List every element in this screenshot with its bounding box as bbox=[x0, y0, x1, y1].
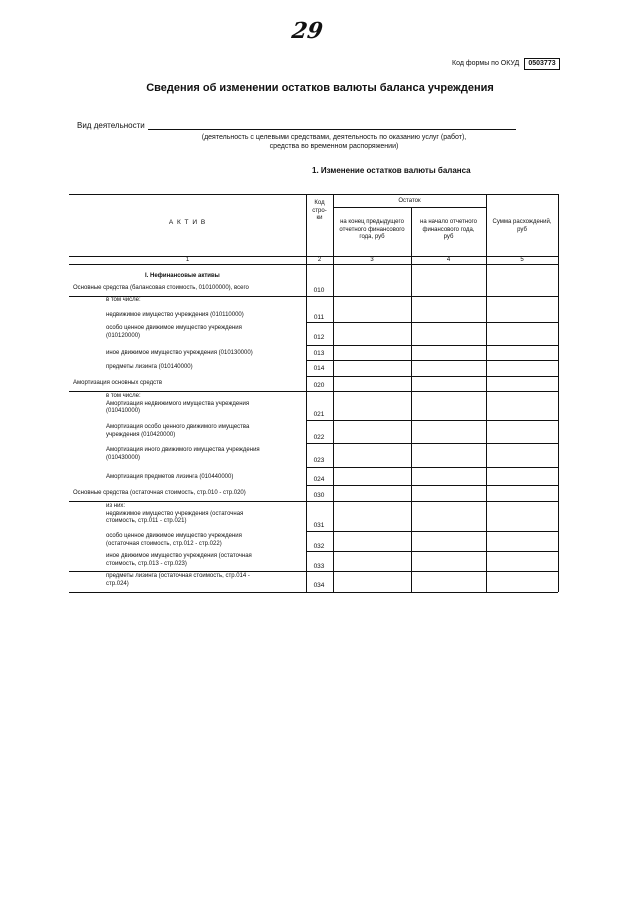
row-code: 030 bbox=[313, 492, 325, 499]
header-col5 bbox=[486, 219, 558, 234]
row-label bbox=[106, 553, 252, 568]
row-label bbox=[106, 393, 249, 416]
row-code: 013 bbox=[313, 350, 325, 357]
header-col4 bbox=[411, 219, 486, 242]
col-number: 5 bbox=[520, 257, 524, 263]
col-number: 4 bbox=[446, 257, 451, 263]
row-code: 021 bbox=[313, 411, 325, 418]
header-col3 bbox=[333, 219, 411, 242]
section-title: 1. Изменение остатков валюты баланса bbox=[312, 166, 471, 175]
col-number: 3 bbox=[370, 257, 374, 263]
table-row-line bbox=[306, 296, 558, 297]
table-label-line bbox=[69, 391, 306, 392]
header-col5-line: Сумма расхождений, bbox=[492, 219, 552, 225]
header-col4-line: на начало отчетного bbox=[420, 219, 477, 225]
page-title: Сведения об изменении остатков валюты баланса учреждения bbox=[146, 82, 494, 94]
row-label-line: особо ценное движимое имущество учреждения bbox=[106, 533, 242, 539]
page-number: 29 bbox=[290, 18, 325, 44]
row-label bbox=[106, 424, 249, 439]
row-label-line: иное движимое имущество учреждения (остаточная bbox=[106, 553, 252, 559]
row-code: 022 bbox=[313, 434, 325, 441]
header-col3-line: на конец предыдущего bbox=[340, 219, 404, 225]
row-label-line: (010430000) bbox=[106, 454, 141, 461]
ostatok-divider bbox=[333, 207, 486, 208]
header-col5-line: руб bbox=[517, 226, 527, 233]
table-row-line bbox=[306, 345, 558, 346]
col3-right bbox=[411, 207, 412, 592]
col4-right bbox=[486, 194, 487, 592]
activity-label: Вид деятельности bbox=[77, 121, 145, 130]
header-code-line: Код bbox=[314, 200, 325, 206]
row-code: 020 bbox=[313, 382, 325, 389]
row-label bbox=[106, 573, 250, 588]
row-label-line: учреждения (010420000) bbox=[106, 431, 176, 438]
row-label-line: Амортизация иного движимого имущества учреждения bbox=[106, 447, 260, 453]
row-label-line: недвижимое имущество учреждения (остаточная bbox=[106, 510, 244, 517]
activity-note-line: (деятельность с целевыми средствами, деятельность по оказанию услуг (работ), bbox=[201, 134, 467, 141]
row-label bbox=[106, 533, 242, 548]
row-label: Амортизация предметов лизинга (010440000) bbox=[106, 474, 234, 480]
row-label-line: Амортизация особо ценного движимого имущества bbox=[106, 424, 250, 430]
row-label-line: стр.024) bbox=[106, 580, 129, 587]
row-label bbox=[106, 447, 260, 462]
row-label-line: Амортизация недвижимого имущества учреждения bbox=[106, 400, 250, 407]
row-label-line: в том числе: bbox=[106, 393, 141, 399]
row-code: 032 bbox=[313, 543, 325, 550]
table-row-line bbox=[306, 501, 558, 502]
row-code: 033 bbox=[313, 563, 325, 570]
table-row-line bbox=[306, 531, 558, 532]
col-number: 2 bbox=[317, 257, 322, 263]
header-col3-line: отчетного финансового bbox=[339, 226, 405, 233]
code-col-right bbox=[333, 194, 334, 592]
table-label-line bbox=[69, 571, 306, 572]
row-label-line: из них: bbox=[106, 503, 126, 509]
table-row-line bbox=[306, 467, 558, 468]
table-top-border bbox=[69, 194, 558, 195]
table-row-line bbox=[306, 360, 558, 361]
header-col4-line: руб bbox=[443, 234, 454, 240]
header-code-line: ки bbox=[316, 215, 323, 221]
header-ostatok: Остаток bbox=[398, 198, 421, 204]
row-label: Основные средства (остаточная стоимость, стр.010 - стр.020) bbox=[73, 490, 246, 496]
row-code: 031 bbox=[313, 522, 325, 529]
row-label: предметы лизинга (010140000) bbox=[106, 364, 193, 370]
row-label: недвижимое имущество учреждения (010110000) bbox=[106, 312, 244, 318]
table-bottom-border bbox=[69, 592, 558, 593]
table-row-line bbox=[306, 551, 558, 552]
header-code-line: стро- bbox=[312, 207, 327, 214]
table-row-line bbox=[306, 322, 558, 323]
table-row-line bbox=[306, 376, 558, 377]
table-row-line bbox=[306, 485, 558, 486]
row-label bbox=[106, 503, 243, 526]
header-col4-line: финансового года, bbox=[422, 226, 475, 233]
row-label-line: особо ценное движимое имущество учреждения bbox=[106, 325, 242, 331]
row-code: 011 bbox=[313, 314, 325, 321]
row-label-line: (остаточная стоимость, стр.012 - стр.022) bbox=[106, 540, 222, 547]
row-label-line: (010410000) bbox=[106, 408, 141, 414]
row-label bbox=[106, 325, 242, 340]
table-row-line bbox=[306, 571, 558, 572]
row-code: 034 bbox=[313, 582, 325, 589]
header-aktiv: А К Т И В bbox=[168, 219, 207, 226]
row-label: в том числе: bbox=[106, 297, 141, 303]
row-code: 023 bbox=[313, 457, 325, 464]
section-heading: I. Нефинансовые активы bbox=[145, 273, 220, 279]
row-label-line: предметы лизинга (остаточная стоимость, стр.014 - bbox=[106, 573, 250, 579]
row-label: Основные средства (балансовая стоимость, 010100000), всего bbox=[73, 285, 249, 291]
row-code: 024 bbox=[313, 476, 325, 483]
code-col-left bbox=[306, 194, 307, 592]
okud-code-box: 0503773 bbox=[524, 58, 560, 70]
table-row-line bbox=[306, 420, 558, 421]
row-label-line: стоимость, стр.011 - стр.021) bbox=[106, 518, 187, 524]
table-row-line bbox=[306, 391, 558, 392]
table-label-line bbox=[69, 296, 306, 297]
activity-note-line: средства во временном распоряжении) bbox=[269, 143, 399, 150]
okud-label: Код формы по ОКУД bbox=[452, 60, 520, 67]
row-label: иное движимое имущество учреждения (010130000) bbox=[106, 350, 253, 356]
table-label-line bbox=[69, 501, 306, 502]
row-label-line: стоимость, стр.013 - стр.023) bbox=[106, 560, 187, 567]
row-code: 014 bbox=[313, 365, 325, 372]
table-row-line bbox=[306, 443, 558, 444]
row-code: 010 bbox=[313, 287, 325, 294]
header-code bbox=[306, 200, 333, 223]
header-col3-line: года, руб bbox=[359, 234, 385, 240]
table-right-border bbox=[558, 194, 559, 592]
row-label-line: (010120000) bbox=[106, 332, 141, 339]
row-label: Амортизация основных средств bbox=[73, 380, 163, 386]
col-number: 1 bbox=[185, 257, 190, 263]
row-code: 012 bbox=[313, 334, 325, 341]
